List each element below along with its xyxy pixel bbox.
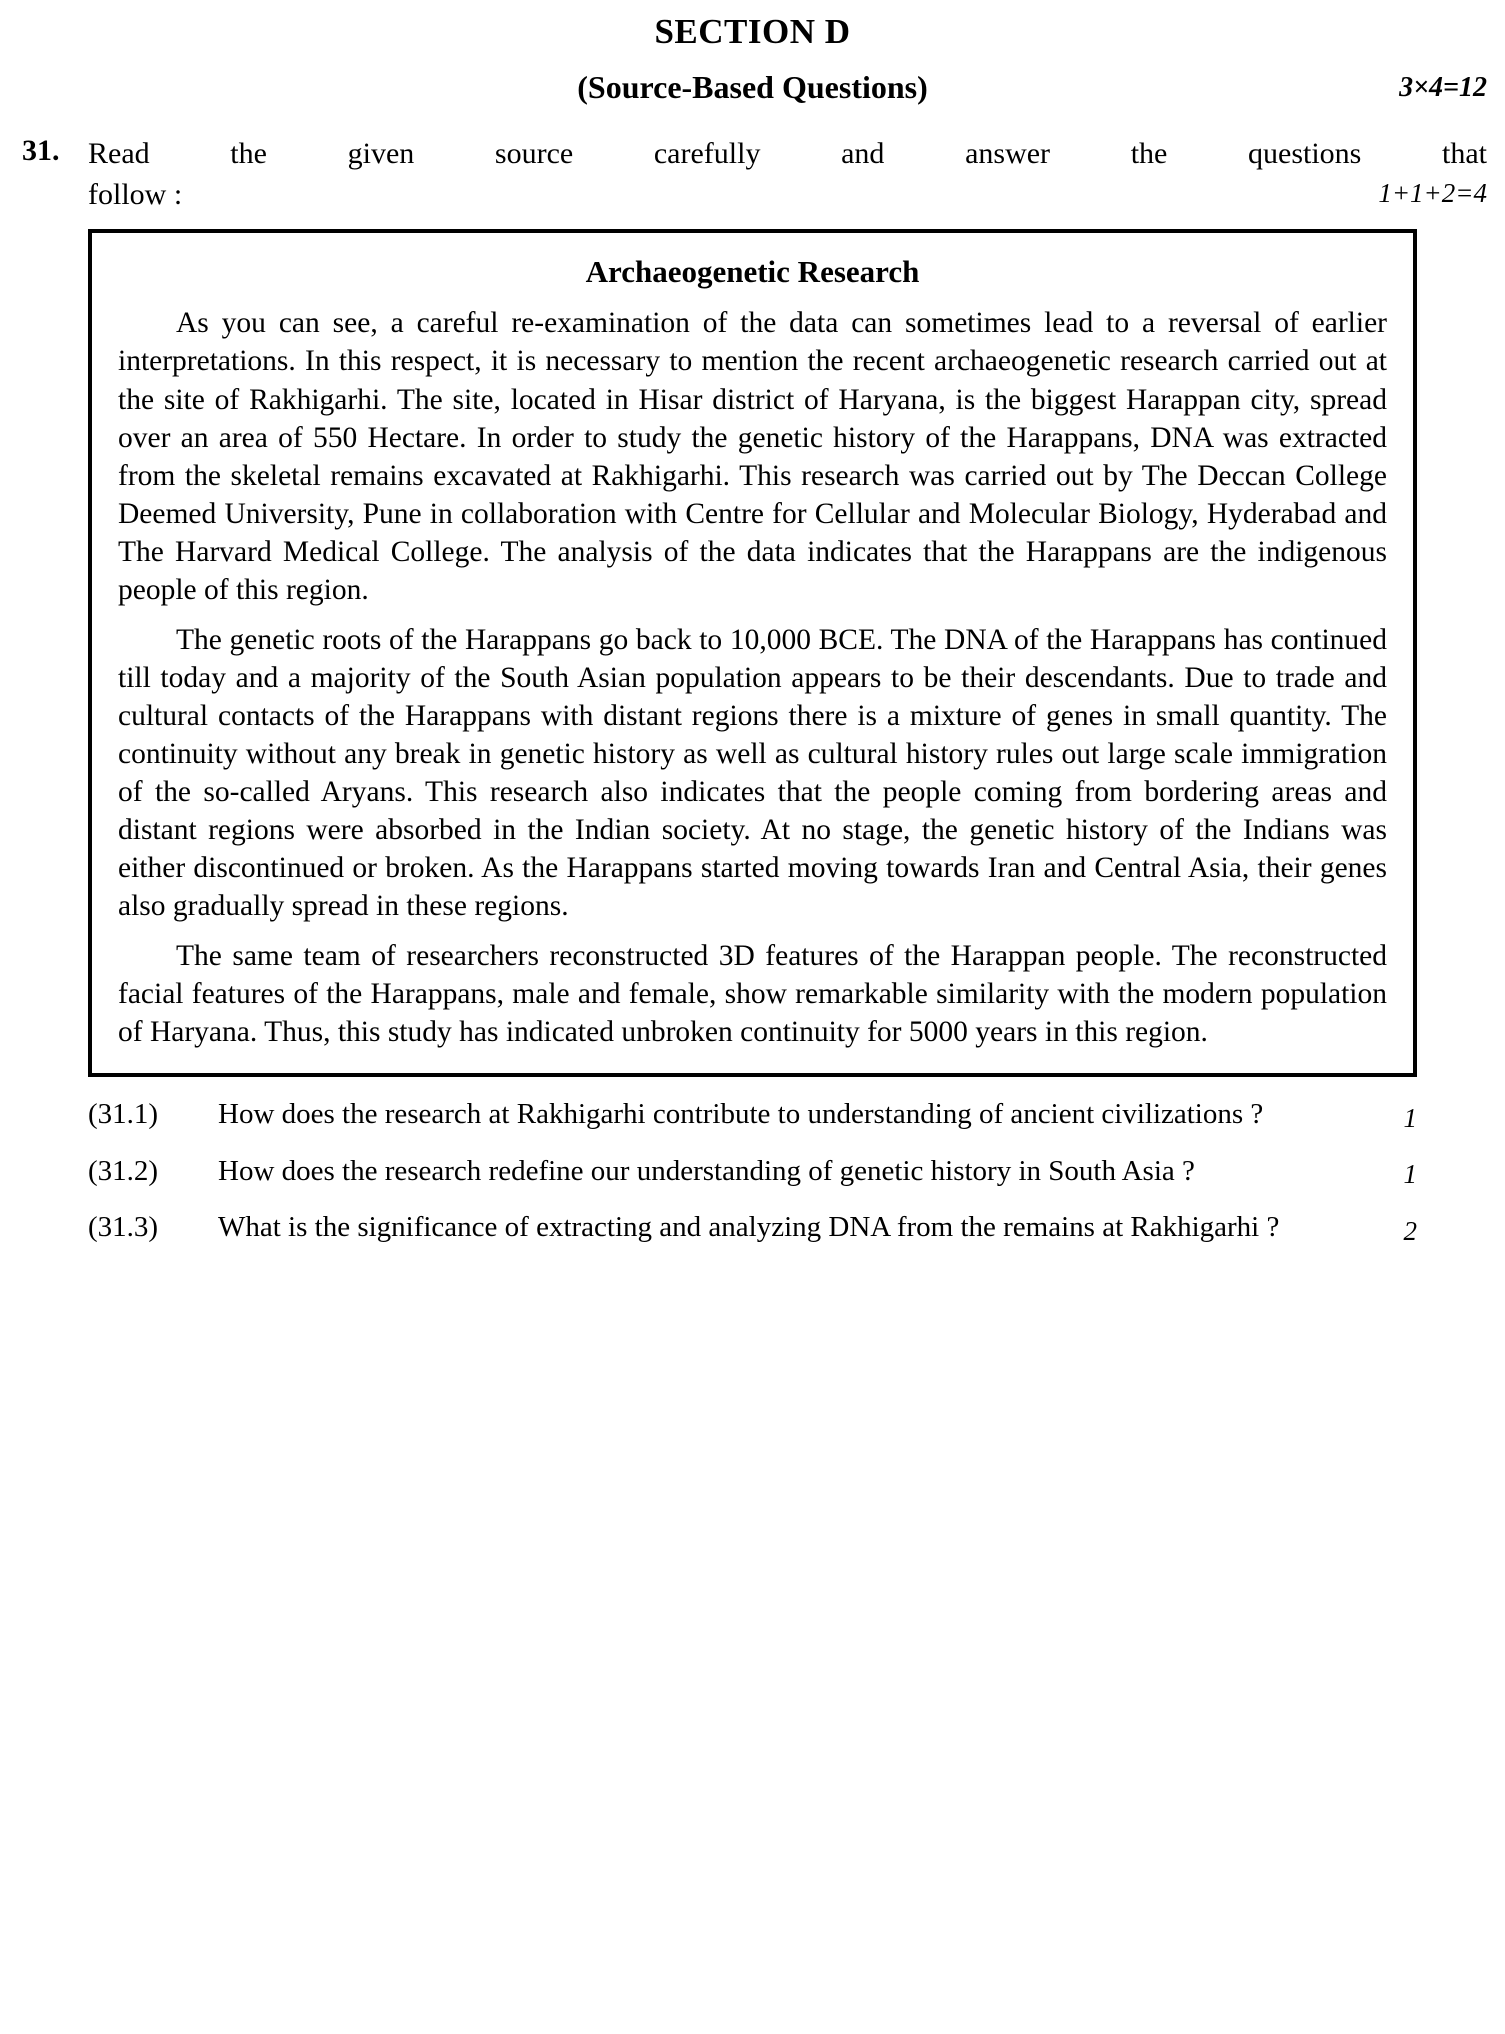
section-total-marks: 3×4=12	[1399, 72, 1487, 104]
sub-question-label: (31.1)	[88, 1098, 159, 1131]
sub-question-marks: 2	[1403, 1216, 1417, 1247]
subsection-header-row	[0, 70, 1505, 116]
section-title: SECTION D	[654, 12, 851, 51]
question-stem	[0, 134, 1505, 215]
sub-question-item	[88, 1095, 1417, 1134]
sub-question-text: How does the research at Rakhigarhi contribute to understanding of ancient civilizations ?	[218, 1098, 1264, 1131]
source-paragraph: The same team of researchers reconstructed 3D features of the Harappan people. The reconstructed facial features of the Harappans, male and female, show remarkable similarity with the modern population of Haryana. Thus, this study has indicated unbroken continuity for 5000 years in this region.	[118, 940, 1387, 1049]
source-paragraph: The genetic roots of the Harappans go back to 10,000 BCE. The DNA of the Harappans has continued till today and a majority of the South Asian population appears to be their descendants. Due to trade and cultural contacts of the Harappans with distant regions there is a mixture of genes in small quantity. The continuity without any break in genetic history as well as cultural history rules out large scale immigration of the so-called Aryans. This research also indicates that the people coming from bordering areas and distant regions were absorbed in the Indian society. At no stage, the genetic history of the Indians was either discontinued or broken. As the Harappans started moving towards Iran and Central Asia, their genes also gradually spread in these regions.	[118, 623, 1387, 923]
sub-question-item	[88, 1208, 1417, 1247]
question-instruction-line-1: Read the given source carefully and answer the questions that	[88, 137, 1487, 171]
sub-question-list	[88, 1095, 1417, 1247]
question-marks: 1+1+2=4	[1378, 177, 1487, 208]
sub-question-text: What is the significance of extracting and analyzing DNA from the remains at Rakhigarhi ?	[218, 1211, 1280, 1244]
sub-question-label: (31.2)	[88, 1154, 159, 1187]
source-paragraph: As you can see, a careful re-examination of the data can sometimes lead to a reversal of earlier interpretations. In this respect, it is necessary to mention the recent archaeogenetic research carried out at the site of Rakhigarhi. The site, located in Hisar district of Haryana, is the biggest Harappan city, spread over an area of 550 Hectare. In order to study the genetic history of the Harappans, DNA was extracted from the skeletal remains excavated at Rakhigarhi. This research was carried out by The Deccan College Deemed University, Pune in collaboration with Centre for Cellular and Molecular Biology, Hyderabad and The Harvard Medical College. The analysis of the data indicates that the Harappans are the indigenous people of this region.	[118, 307, 1387, 606]
sub-question-label: (31.3)	[88, 1211, 159, 1244]
question-instruction	[88, 134, 1491, 215]
source-box	[88, 229, 1417, 1077]
source-title: Archaeogenetic Research	[585, 254, 920, 290]
question-number: 31.	[22, 134, 60, 168]
sub-question-marks: 1	[1403, 1159, 1417, 1190]
sub-question-item	[88, 1152, 1417, 1191]
subsection-title: (Source-Based Questions)	[577, 69, 928, 106]
question-instruction-line-2: follow :	[88, 177, 183, 211]
question-instruction-line-2-row	[88, 175, 1487, 216]
sub-question-text: How does the research redefine our understanding of genetic history in South Asia ?	[218, 1154, 1195, 1187]
sub-question-marks: 1	[1403, 1102, 1417, 1133]
